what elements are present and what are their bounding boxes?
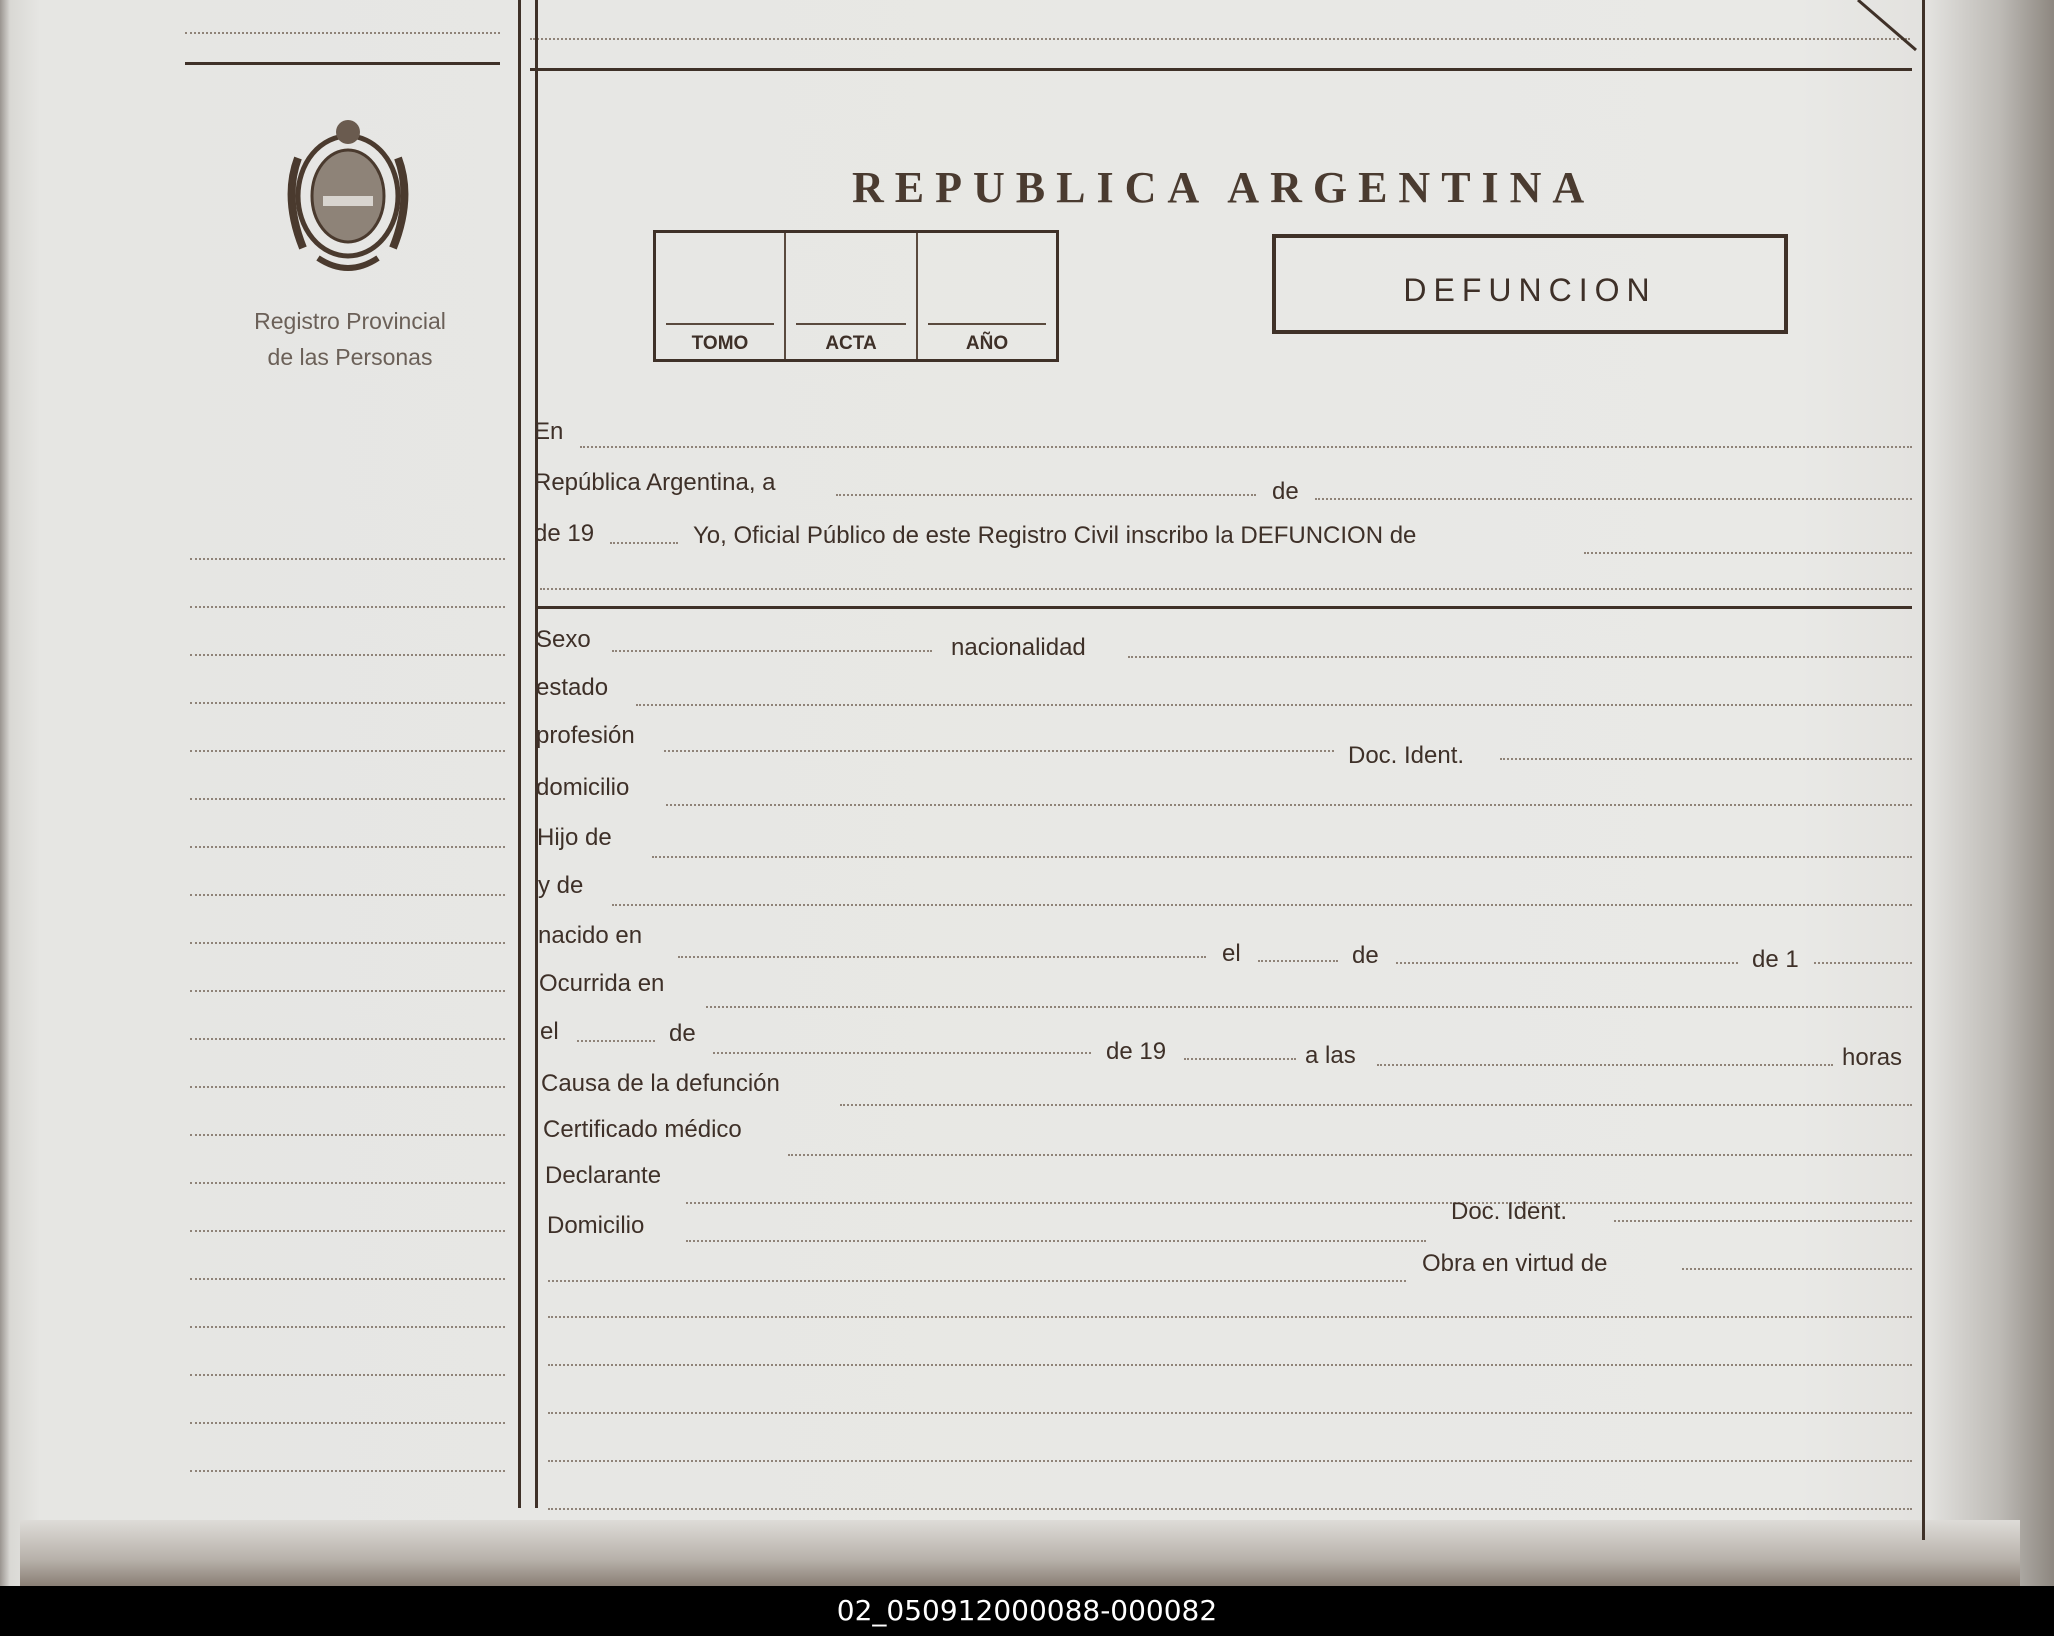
en-label: En: [534, 418, 564, 445]
margin-line: [190, 750, 505, 752]
blank-line[interactable]: [548, 1316, 1912, 1318]
causa-field[interactable]: [840, 1104, 1912, 1106]
horas-label: horas: [1842, 1044, 1903, 1071]
death-year-field[interactable]: [1184, 1058, 1296, 1060]
en-field[interactable]: [580, 446, 1912, 448]
causa-label: Causa de la defunción: [541, 1070, 780, 1097]
domicilio-label-1: domicilio: [536, 774, 630, 801]
estado-field[interactable]: [636, 704, 1912, 706]
domicilio-field-1[interactable]: [666, 804, 1912, 806]
tomo-label: TOMO: [691, 333, 749, 354]
margin-line: [190, 1134, 505, 1136]
de-label-1: de: [1272, 478, 1299, 505]
section-rule: [536, 606, 1912, 609]
country-title: REPUBLICA ARGENTINA: [852, 163, 1596, 212]
sexo-field[interactable]: [612, 650, 932, 652]
nacido-en-label: nacido en: [538, 922, 643, 949]
margin-line: [190, 1278, 505, 1280]
birth-year-field[interactable]: [1814, 962, 1912, 964]
act-type-box: [1272, 234, 1788, 334]
margin-line: [190, 606, 505, 608]
margin-line: [190, 558, 505, 560]
right-border: [1922, 0, 1925, 1540]
margin-line: [190, 1326, 505, 1328]
deceased-name-field[interactable]: [1584, 552, 1912, 554]
margin-line: [190, 1182, 505, 1184]
margin-line: [190, 1038, 505, 1040]
acta-label: ACTA: [825, 333, 877, 354]
blank-line[interactable]: [548, 1508, 1912, 1510]
profesion-field[interactable]: [664, 750, 1334, 752]
register-box: [653, 230, 1059, 362]
blank-line[interactable]: [548, 1364, 1912, 1366]
acta-cell[interactable]: [786, 233, 916, 359]
header-rule: [530, 68, 1912, 71]
death-month-field[interactable]: [713, 1052, 1091, 1054]
birth-day-field[interactable]: [1258, 960, 1338, 962]
ocurrida-en-field[interactable]: [706, 1006, 1912, 1008]
day-field[interactable]: [836, 494, 1256, 496]
margin-line: [190, 1422, 505, 1424]
declarante-label: Declarante: [545, 1162, 662, 1189]
month-field[interactable]: [1315, 498, 1912, 500]
obra-label: Obra en virtud de: [1422, 1250, 1608, 1277]
doc-ident-label-1: Doc. Ident.: [1348, 742, 1465, 769]
margin-header-rule: [185, 62, 500, 65]
y-de-label: y de: [538, 872, 584, 899]
margin-line: [190, 654, 505, 656]
margin-divider-inner: [535, 0, 538, 1508]
ocurrida-en-label: Ocurrida en: [539, 970, 665, 997]
birth-month-field[interactable]: [1396, 962, 1738, 964]
nacionalidad-field[interactable]: [1128, 656, 1912, 658]
year-field[interactable]: [610, 542, 678, 544]
registry-name-line1: Registro Provincial: [254, 308, 446, 334]
profesion-label: profesión: [536, 722, 635, 749]
page-edge: [20, 1520, 2020, 1586]
deceased-name-field-2[interactable]: [540, 588, 1912, 590]
margin-line: [190, 1230, 505, 1232]
doc-ident-label-2: Doc. Ident.: [1451, 1198, 1568, 1225]
ano-cell[interactable]: [918, 233, 1056, 359]
registry-name-line2: de las Personas: [267, 344, 433, 370]
sexo-label: Sexo: [536, 626, 591, 653]
certificado-field[interactable]: [788, 1154, 1912, 1156]
margin-divider: [518, 0, 521, 1508]
el-label-2: el: [540, 1018, 559, 1045]
top-rule: [530, 38, 1910, 40]
padre-field[interactable]: [652, 856, 1912, 858]
de-label-3: de: [669, 1020, 696, 1047]
registry-name: [200, 303, 500, 375]
margin-line: [190, 1086, 505, 1088]
domicilio-label-2: Domicilio: [547, 1212, 645, 1239]
hora-field[interactable]: [1377, 1064, 1833, 1066]
de-label-2: de: [1352, 942, 1379, 969]
margin-line: [190, 798, 505, 800]
top-margin-rule: [185, 32, 500, 34]
death-day-field[interactable]: [577, 1040, 655, 1042]
estado-label: estado: [536, 674, 609, 701]
coat-of-arms-icon: [278, 118, 418, 278]
hijo-de-label: Hijo de: [537, 824, 612, 851]
obra-field[interactable]: [1682, 1268, 1912, 1270]
de-1-label: de 1: [1752, 946, 1799, 973]
republica-label: República Argentina, a: [534, 469, 776, 496]
de19-label: de 19: [534, 520, 595, 547]
margin-line: [190, 990, 505, 992]
doc-ident-field-1[interactable]: [1500, 758, 1912, 760]
el-label-1: el: [1222, 940, 1241, 967]
margin-line: [190, 702, 505, 704]
blank-line[interactable]: [548, 1412, 1912, 1414]
act-type-label: DEFUNCION: [1403, 272, 1657, 308]
de-19-label-2: de 19: [1106, 1038, 1167, 1065]
ano-label: AÑO: [965, 333, 1009, 354]
nacido-en-field[interactable]: [678, 956, 1206, 958]
tomo-cell[interactable]: [656, 233, 784, 359]
oficial-statement: Yo, Oficial Público de este Registro Civil inscribo la DEFUNCION de: [693, 522, 1417, 549]
margin-line: [190, 846, 505, 848]
a-las-label: a las: [1305, 1042, 1356, 1069]
blank-line[interactable]: [548, 1460, 1912, 1462]
certificado-label: Certificado médico: [543, 1116, 742, 1143]
doc-ident-field-2[interactable]: [1614, 1220, 1912, 1222]
domicilio-field-2[interactable]: [686, 1240, 1426, 1242]
margin-line: [190, 1470, 505, 1472]
corner-slash: [1850, 0, 1920, 60]
margin-line: [190, 894, 505, 896]
domicilio-field-3[interactable]: [548, 1280, 1406, 1282]
declarante-field[interactable]: [686, 1202, 1912, 1204]
file-id: 02_050912000088-000082: [836, 1594, 1218, 1627]
madre-field[interactable]: [612, 904, 1912, 906]
margin-line: [190, 1374, 505, 1376]
margin-line: [190, 942, 505, 944]
caption-bar: [0, 1586, 2054, 1636]
nacionalidad-label: nacionalidad: [951, 634, 1086, 661]
